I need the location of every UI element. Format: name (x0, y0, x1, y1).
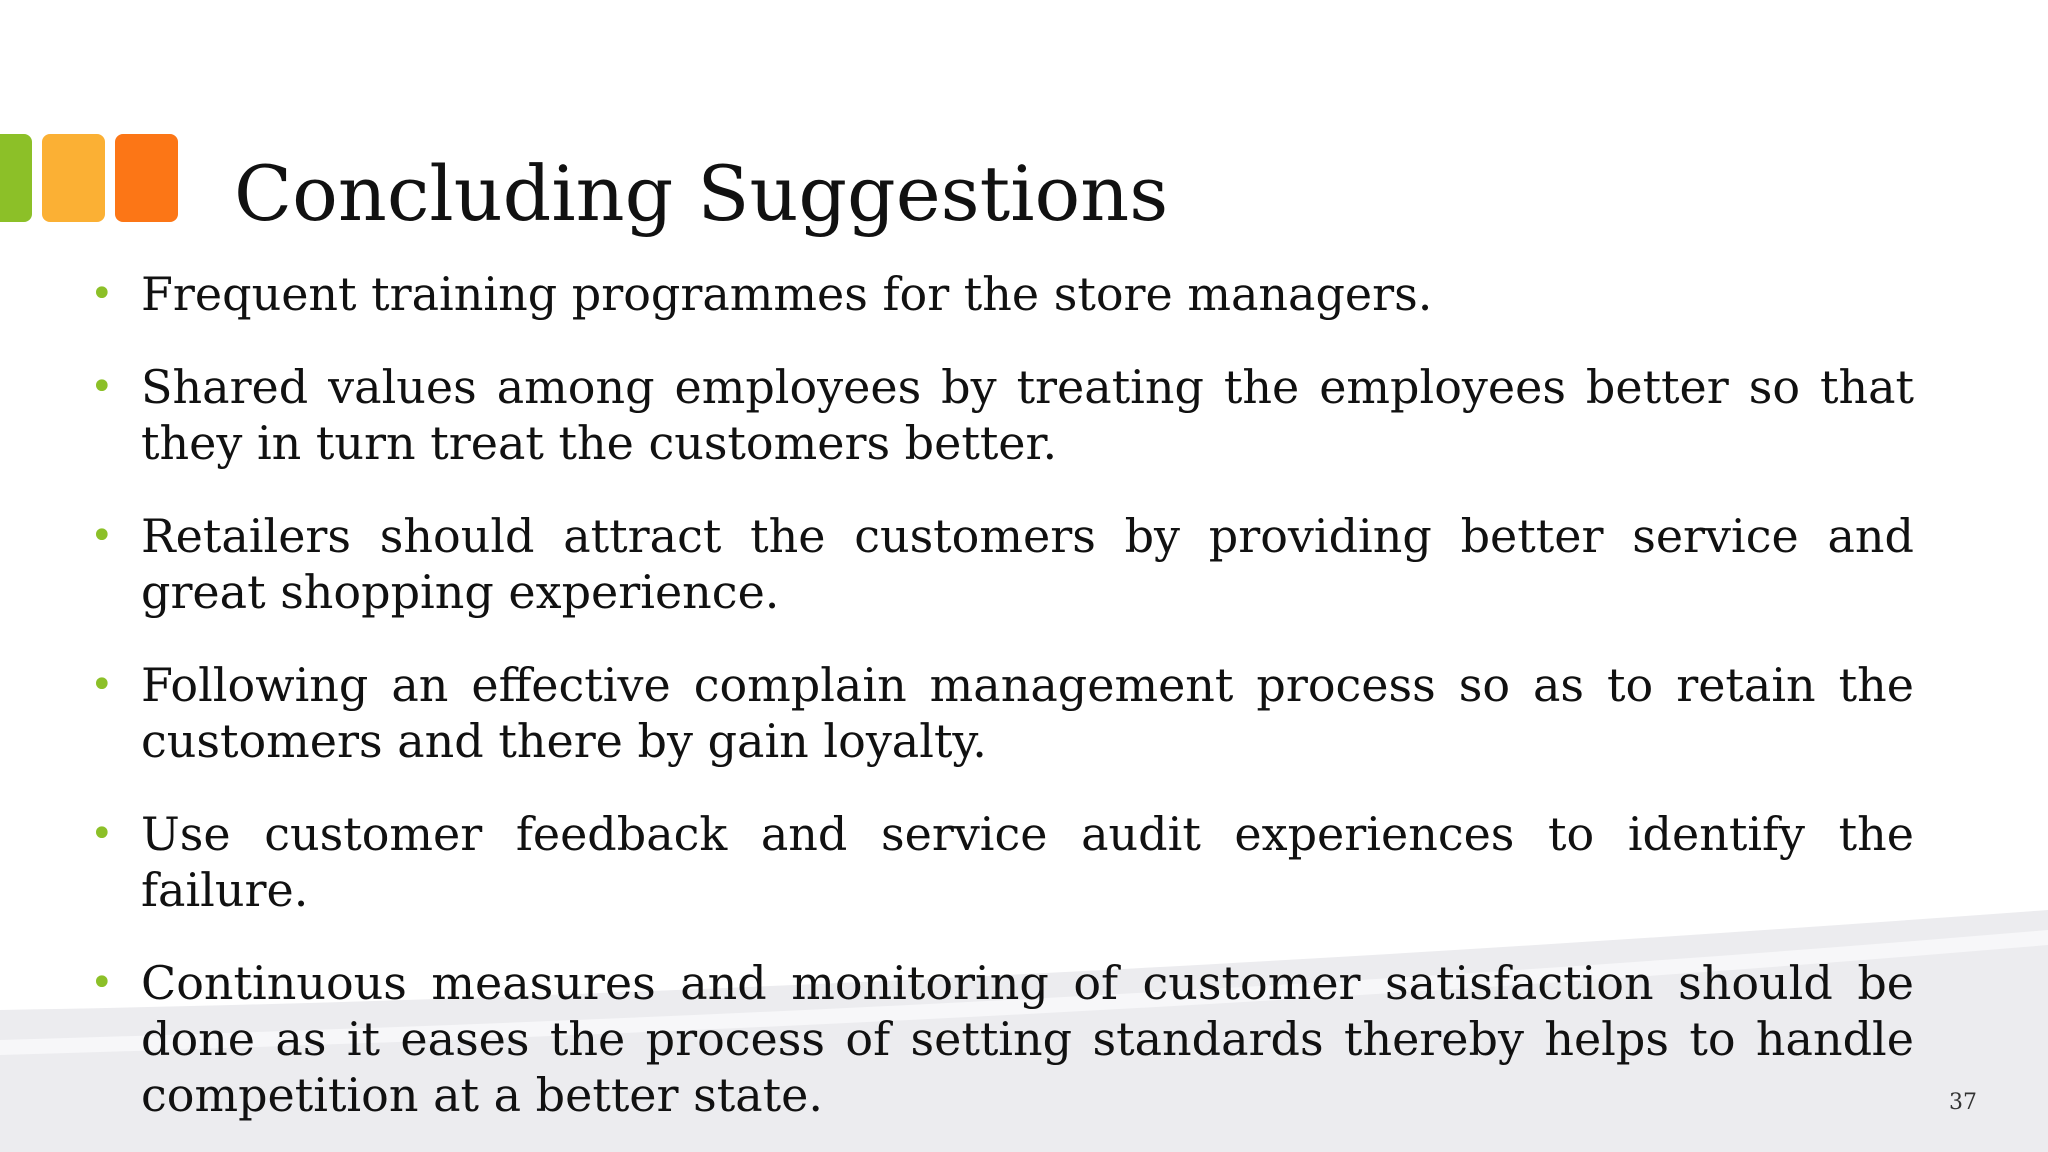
bullet-text: Shared values among employees by treating the employees better so that they in turn treat the customers better. (141, 360, 1914, 470)
bullet-text: Continuous measures and monitoring of customer satisfaction should be done as it eases the process of setting standards thereby helps to handle competition at a better state. (141, 956, 1914, 1122)
bullet-icon: • (90, 662, 114, 708)
bullet-icon: • (90, 960, 114, 1006)
page-number: 37 (1949, 1090, 1977, 1115)
bullet-item-5 (84, 806, 1914, 918)
bullet-item-2 (84, 359, 1914, 471)
bullet-icon: • (90, 513, 114, 559)
bullet-item-4 (84, 657, 1914, 769)
accent-block-yellow (42, 134, 105, 222)
bullet-text: Retailers should attract the customers by providing better service and great shopping experience. (141, 509, 1914, 619)
bullet-icon: • (90, 271, 114, 317)
bullet-item-6 (84, 955, 1914, 1123)
bullet-item-1 (84, 266, 1914, 322)
bullet-list (84, 266, 1914, 1152)
bullet-text: Following an effective complain management process so as to retain the customers and there by gain loyalty. (141, 658, 1914, 768)
accent-block-green (0, 134, 32, 222)
bullet-icon: • (90, 811, 114, 857)
bullet-item-3 (84, 508, 1914, 620)
accent-block-orange (115, 134, 178, 222)
bullet-text: Frequent training programmes for the store managers. (141, 267, 1433, 321)
bullet-icon: • (90, 364, 114, 410)
slide-title: Concluding Suggestions (234, 149, 1169, 238)
bullet-text: Use customer feedback and service audit experiences to identify the failure. (141, 807, 1914, 917)
